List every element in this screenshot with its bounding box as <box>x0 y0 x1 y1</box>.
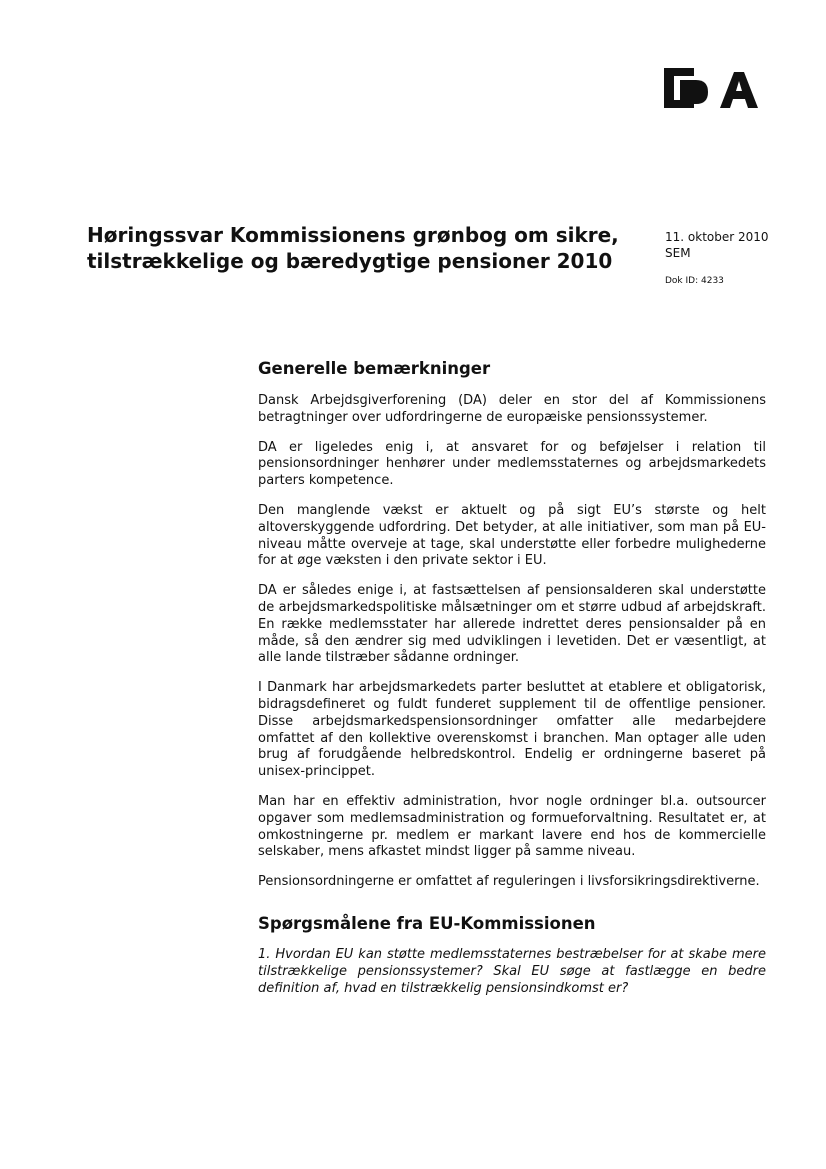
paragraph: DA er ligeledes enig i, at ansvaret for og beføjelser i relation til pensionsordninger henhører under medlemsstaternes og arbejdsmarkedets parters kompetence. <box>258 439 766 489</box>
document-body <box>258 358 766 1010</box>
author-initials: SEM <box>665 246 691 260</box>
document-id: Dok ID: 4233 <box>665 276 724 286</box>
document-date: 11. oktober 2010 <box>665 230 769 244</box>
section-heading-general: Generelle bemærkninger <box>258 359 491 378</box>
da-logo <box>662 62 774 110</box>
paragraph: Man har en effektiv administration, hvor nogle ordninger bl.a. outsourcer opgaver som medlemsadministration og formueforvaltning. Resultatet er, at omkostningerne pr. medlem er markant lavere end hos de kommercielle selskaber, mens afkastet mindst ligger på samme niveau. <box>258 793 766 860</box>
document-title: Høringssvar Kommissionens grønbog om sikre, tilstrækkelige og bæredygtige pensioner 2010 <box>87 223 619 273</box>
document-meta <box>665 229 769 289</box>
paragraph: Dansk Arbejdsgiverforening (DA) deler en stor del af Kommissionens betragtninger over udfordringerne de europæiske pensionssystemer. <box>258 393 766 425</box>
paragraph: Pensionsordningerne er omfattet af reguleringen i livsforsikringsdirektiverne. <box>258 874 760 890</box>
paragraph: Den manglende vækst er aktuelt og på sigt EU’s største og helt altoverskyggende udfordring. Det betyder, at alle initiativer, som man på EU-niveau måtte overveje at tage, skal understøtte eller forbedre mulighederne for at øge væksten i den private sektor i EU. <box>258 502 766 569</box>
paragraph: I Danmark har arbejdsmarkedets parter besluttet at etablere et obligatorisk, bidragsdefineret og fuldt funderet supplement til de offentlige pensioner. Disse arbejdsmarkedspensionsordninger omfatter alle medarbejdere omfattet af den kollektive overenskomst i branchen. Man optager alle uden brug af forudgående helbredskontrol. Endelig er ordningerne baseret på unisex-princippet. <box>258 680 766 780</box>
section-heading-questions: Spørgsmålene fra EU-Kommissionen <box>258 913 596 933</box>
paragraph: DA er således enige i, at fastsættelsen af pensionsalderen skal understøtte de arbejdsmarkedspolitiske målsætninger om et større udbud af arbejdskraft. En række medlemsstater har allerede indrettet deres pensionsalder på en måde, så den ændrer sig med udviklingen i levetiden. Det er væsentligt, at alle lande tilstræber sådanne ordninger. <box>258 583 766 666</box>
question-1: 1. Hvordan EU kan støtte medlemsstaternes bestræbelser for at skabe mere tilstrækkelige pensionssystemer? Skal EU søge at fastlægge en bedre definition af, hvad en tilstrækkelig pensionsindkomst er? <box>258 946 766 996</box>
